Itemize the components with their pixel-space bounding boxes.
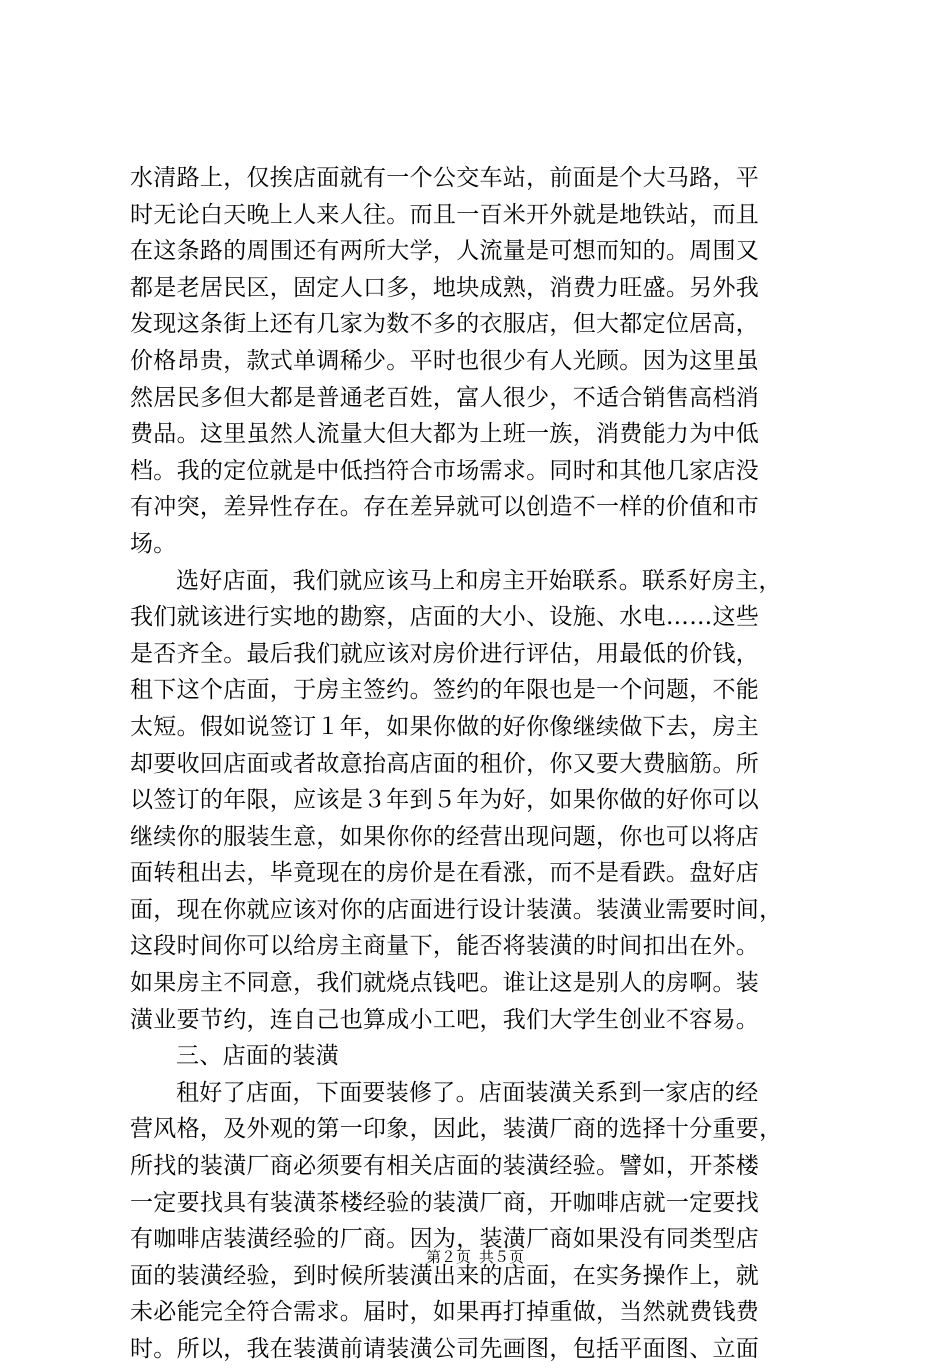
text-line: 继续你的服装生意，如果你你的经营出现问题，你也可以将店	[130, 823, 760, 850]
section-heading: 三、店面的装潢	[176, 1043, 340, 1070]
text-line: 以签订的年限，应该是３年到５年为好，如果你做的好你可以	[130, 787, 760, 814]
text-line: 在这条路的周围还有两所大学，人流量是可想而知的。周围又	[130, 238, 760, 265]
page-number: 第２页	[425, 1248, 471, 1266]
text-line: 费品。这里虽然人流量大但大都为上班一族，消费能力为中低	[130, 421, 760, 448]
text-line: 面转租出去，毕竟现在的房价是在看涨，而不是看跌。盘好店	[130, 860, 760, 887]
text-line: 租下这个店面，于房主签约。签约的年限也是一个问题，不能	[130, 677, 760, 704]
text-line: 所找的装潢厂商必须要有相关店面的装潢经验。譬如，开茶楼	[130, 1153, 760, 1180]
text-line: 有咖啡店装潢经验的厂商。因为，装潢厂商如果没有同类型店	[130, 1226, 760, 1253]
paragraph-start-line: 选好店面，我们就应该马上和房主开始联系。联系好房主，	[176, 567, 782, 594]
text-line: 营风格，及外观的第一印象，因此，装潢厂商的选择十分重要，	[130, 1116, 783, 1143]
text-line: 水清路上，仅挨店面就有一个公交车站，前面是个大马路，平	[130, 165, 760, 191]
text-line: 这段时间你可以给房主商量下，能否将装潢的时间扣出在外。	[130, 933, 760, 960]
text-line: 有冲突，差异性存在。存在差异就可以创造不一样的价值和市	[130, 494, 760, 521]
text-line: 然居民多但大都是普通老百姓，富人很少，不适合销售高档消	[130, 384, 760, 411]
text-line: 面，现在你就应该对你的店面进行设计装潢。装潢业需要时间，	[130, 896, 783, 923]
text-line: 一定要找具有装潢茶楼经验的装潢厂商，开咖啡店就一定要找	[130, 1189, 760, 1216]
text-line: 时。所以，我在装潢前请装潢公司先画图，包括平面图、立面	[130, 1336, 760, 1362]
text-line: 时无论白天晚上人来人往。而且一百米开外就是地铁站，而且	[130, 201, 760, 228]
text-line: 却要收回店面或者故意抬高店面的租价，你又要大费脑筋。所	[130, 750, 760, 777]
text-line: 太短。假如说签订１年，如果你做的好你像继续做下去，房主	[130, 713, 760, 740]
text-line: 发现这条街上还有几家为数不多的衣服店，但大都定位居高，	[130, 311, 760, 338]
text-line: 潢业要节约，连自己也算成小工吧，我们大学生创业不容易。	[130, 1006, 760, 1033]
text-line: 都是老居民区，固定人口多，地块成熟，消费力旺盛。另外我	[130, 274, 760, 301]
text-line: 价格昂贵，款式单调稀少。平时也很少有人光顾。因为这里虽	[130, 347, 760, 374]
text-line: 档。我的定位就是中低挡符合市场需求。同时和其他几家店没	[130, 457, 760, 484]
page-footer	[0, 1247, 950, 1267]
text-line: 场。	[130, 530, 177, 557]
text-line: 是否齐全。最后我们就应该对房价进行评估，用最低的价钱，	[130, 640, 760, 667]
text-line: 面的装潢经验，到时候所装潢出来的店面，在实务操作上，就	[130, 1262, 760, 1289]
text-line: 未必能完全符合需求。届时，如果再打掉重做，当然就费钱费	[130, 1299, 760, 1326]
text-line: 我们就该进行实地的勘察，店面的大小、设施、水电……这些	[130, 604, 760, 631]
paragraph-start-line: 租好了店面，下面要装修了。店面装潢关系到一家店的经	[176, 1079, 759, 1106]
page-total: 共５页	[479, 1248, 525, 1266]
document-body	[130, 160, 830, 1368]
text-line: 如果房主不同意，我们就烧点钱吧。谁让这是别人的房啊。装	[130, 970, 760, 997]
